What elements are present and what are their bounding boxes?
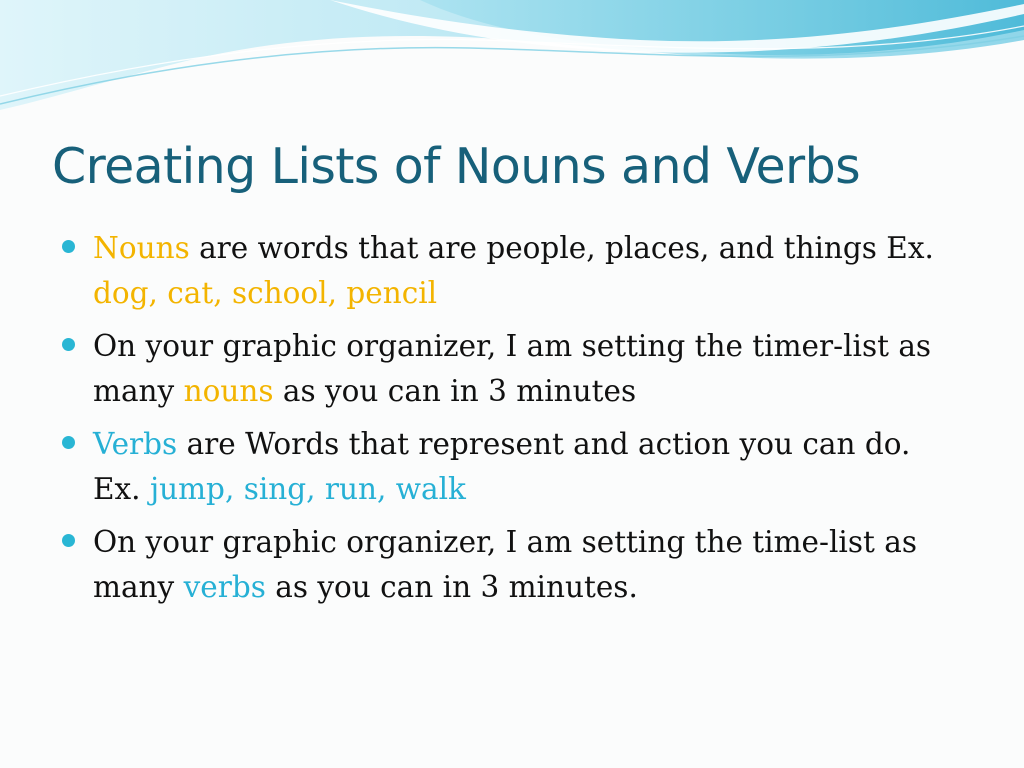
verb-examples: jump, sing, run, walk [149,472,466,506]
bullet-text: are Words that represent and action you can do. Ex. [93,427,911,506]
bullet-text: On your graphic organizer, I am setting the time-list as many [93,525,917,604]
bullet-text: On your graphic organizer, I am setting the timer-list as many [93,329,932,408]
bullet-text: as you can in 3 minutes [273,374,637,408]
highlight-word-verbs: verbs [183,570,266,604]
bullet-dot-icon [62,338,75,351]
bullet-dot-icon [62,240,75,253]
bullet-dot-icon [62,534,75,547]
bullet-text: as you can in 3 minutes. [265,570,638,604]
bullet-item-nouns-definition [62,226,967,316]
bullet-item-verbs-definition [62,422,967,512]
highlight-word-nouns: Nouns [93,231,190,265]
highlight-word-nouns: nouns [183,374,274,408]
noun-examples: dog, cat, school, pencil [93,276,438,310]
wave-header-decoration [0,0,1024,120]
highlight-word-verbs: Verbs [93,427,178,461]
bullet-text: are words that are people, places, and things Ex. [189,231,934,265]
slide-title: Creating Lists of Nouns and Verbs [52,138,861,195]
bullet-item-verbs-task [62,520,967,610]
bullet-list [62,226,967,618]
bullet-dot-icon [62,436,75,449]
bullet-item-nouns-task [62,324,967,414]
